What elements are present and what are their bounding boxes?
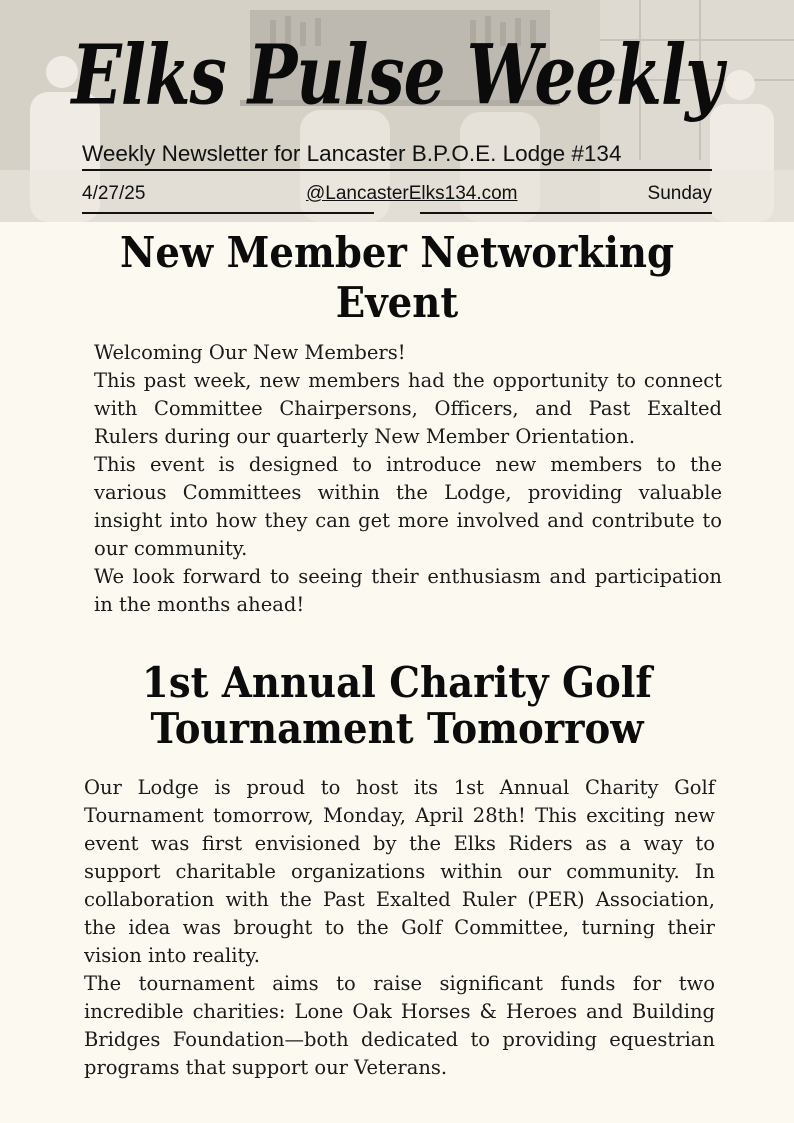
paragraph: This event is designed to introduce new members to the various Committees within the Lodge, providing valuable insight into how they can get more involved and contribute to our community. bbox=[94, 453, 722, 560]
paragraph: Welcoming Our New Members! bbox=[94, 341, 406, 364]
meta-rule-left bbox=[82, 212, 374, 214]
paragraph: Our Lodge is proud to host its 1st Annual Charity Golf Tournament tomorrow, Monday, April 28th! This exciting new event was first envisioned by the Elks Riders as a way to support charitable organizations within our community. In collaboration with the Past Exalted Ruler (PER) Association, the idea was brought to the Golf Committee, turning their vision into reality. bbox=[84, 776, 715, 967]
article-headline: 1st Annual Charity Golf Tournament Tomorrow bbox=[141, 658, 653, 753]
newsletter-title: Elks Pulse Weekly bbox=[71, 26, 723, 124]
article-body bbox=[84, 774, 715, 1082]
newsletter-subtitle: Weekly Newsletter for Lancaster B.P.O.E. Lodge #134 bbox=[82, 141, 622, 166]
meta-rule-right bbox=[420, 212, 712, 214]
subtitle-rule bbox=[82, 169, 712, 171]
website-link[interactable]: @LancasterElks134.com bbox=[306, 183, 518, 204]
paragraph: We look forward to seeing their enthusiasm and participation in the months ahead! bbox=[94, 565, 722, 616]
paragraph: This past week, new members had the opportunity to connect with Committee Chairpersons, Officers, and Past Exalted Rulers during our quarterly New Member Orientation. bbox=[94, 369, 722, 448]
issue-date: 4/27/25 bbox=[82, 183, 146, 204]
masthead bbox=[0, 0, 794, 222]
article-body bbox=[94, 339, 722, 619]
paragraph: The tournament aims to raise significant funds for two incredible charities: Lone Oak Horses & Heroes and Building Bridges Foundation—both dedicated to providing equestrian programs that support our Veterans. bbox=[84, 972, 715, 1079]
article-headline: New Member Networking Event bbox=[120, 228, 674, 327]
issue-weekday: Sunday bbox=[647, 183, 712, 204]
